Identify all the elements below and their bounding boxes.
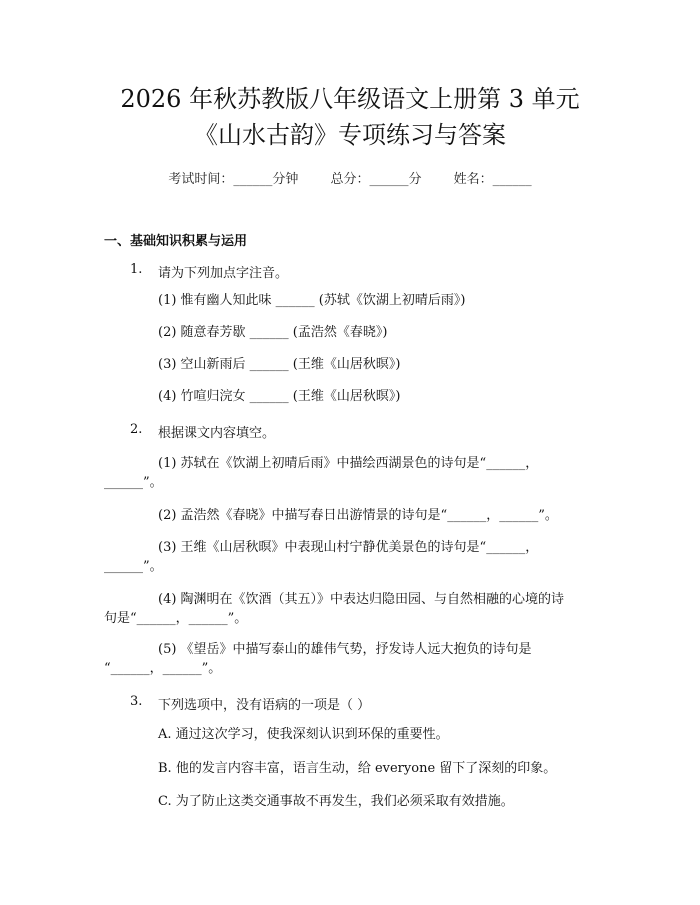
q2-item-continued: ______”。 xyxy=(104,475,163,490)
exam-meta xyxy=(0,168,700,187)
student-name: 姓名：______ xyxy=(453,172,532,187)
question-stem: 根据课文内容填空。 xyxy=(158,426,276,441)
option-c: C. 为了防止这类交通事故不再发生，我们必须采取有效措施。 xyxy=(158,794,514,809)
question-number: 3. xyxy=(130,694,143,709)
option-b: B. 他的发言内容丰富，语言生动，给 everyone 留下了深刻的印象。 xyxy=(158,761,557,776)
q1-item: (3) 空山新雨后 ______ (王维《山居秋暝》) xyxy=(158,357,401,372)
question-number: 1. xyxy=(130,262,143,277)
section-heading: 一、基础知识积累与运用 xyxy=(104,234,248,249)
exam-time: 考试时间：______分钟 xyxy=(168,172,299,187)
q2-item: (2) 孟浩然《春晓》中描写春日出游情景的诗句是“______，______”。 xyxy=(158,508,558,523)
q1-item: (4) 竹喧归浣女 ______ (王维《山居秋暝》) xyxy=(158,389,401,404)
question-number: 2. xyxy=(130,422,143,437)
q2-item-continued: ______”。 xyxy=(104,559,163,574)
option-a: A. 通过这次学习，使我深刻认识到环保的重要性。 xyxy=(158,727,449,742)
title-line-2: 《山水古韵》专项练习与答案 xyxy=(194,121,506,149)
q2-item: (1) 苏轼在《饮湖上初晴后雨》中描绘西湖景色的诗句是“______， xyxy=(158,456,539,471)
q1-item: (2) 随意春芳歇 ______ (孟浩然《春晓》) xyxy=(158,325,388,340)
q1-item: (1) 惟有幽人知此味 ______ (苏轼《饮湖上初晴后雨》) xyxy=(158,293,466,308)
q2-item: (4) 陶渊明在《饮酒（其五）》中表达归隐田园、与自然相融的心境的诗 xyxy=(158,592,565,607)
q2-item-continued: “______，______”。 xyxy=(104,661,222,676)
q2-item-continued: 句是“______，______”。 xyxy=(104,611,248,626)
q2-item: (5) 《望岳》中描写泰山的雄伟气势，抒发诗人远大抱负的诗句是 xyxy=(158,642,532,657)
question-stem: 请为下列加点字注音。 xyxy=(158,266,289,281)
total-score: 总分：______分 xyxy=(330,172,422,187)
title-line-1: 2026 年秋苏教版八年级语文上册第 3 单元 xyxy=(120,85,580,113)
q2-item: (3) 王维《山居秋暝》中表现山村宁静优美景色的诗句是“______， xyxy=(158,540,539,555)
question-stem: 下列选项中，没有语病的一项是（ ） xyxy=(158,698,371,713)
